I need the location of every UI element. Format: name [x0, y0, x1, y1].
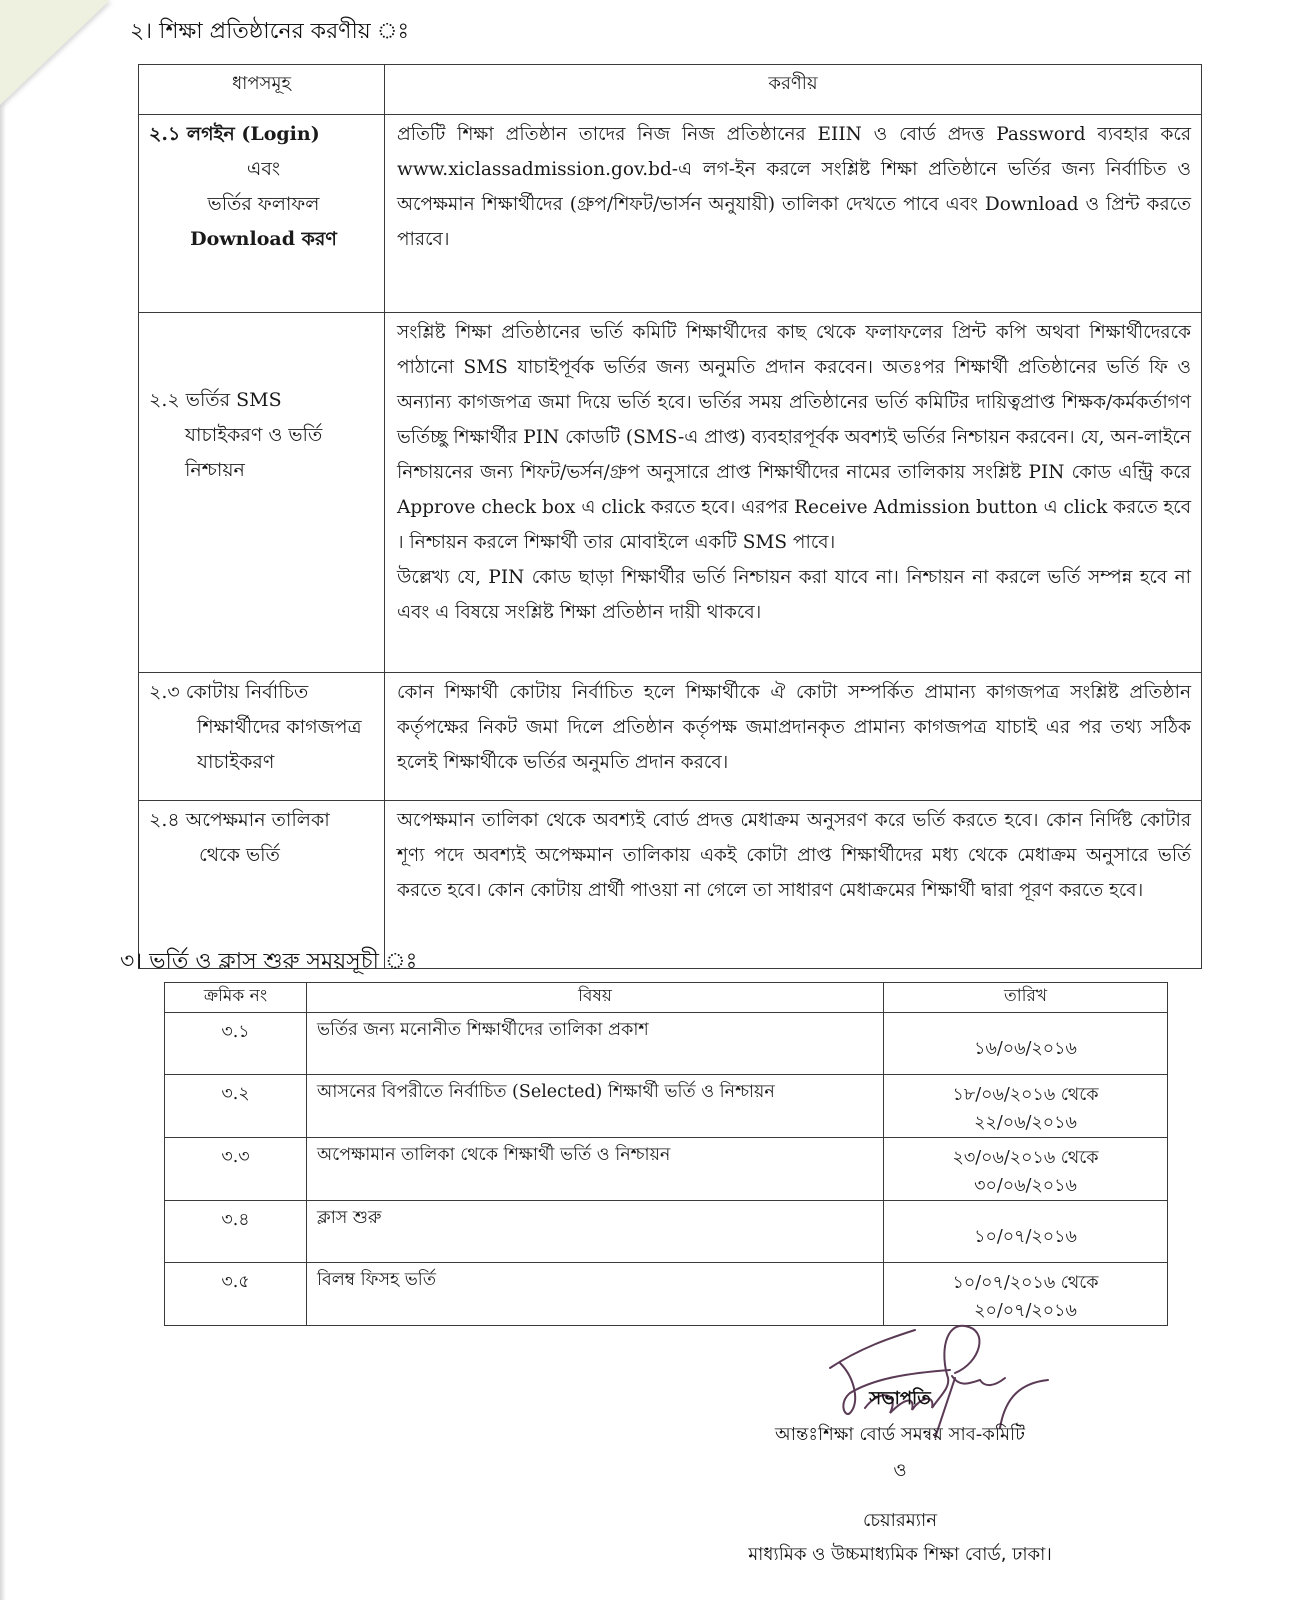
header-serial: ক্রমিক নং [165, 983, 307, 1013]
serial-cell: ৩.৫ [165, 1263, 307, 1326]
action-cell: প্রতিটি শিক্ষা প্রতিষ্ঠান তাদের নিজ নিজ প্রতিষ্ঠানের EIIN ও বোর্ড প্রদত্ত Password ব্যবহার করে www.xiclassadmission.gov.bd-এ লগ-ইন করলে সংশ্লিষ্ট শিক্ষা প্রতিষ্ঠানে ভর্তির জন্য নির্বাচিত ও অপেক্ষমান শিক্ষার্থীদের (গ্রুপ/শিফট/ভার্সন অনুযায়ী) তালিকা দেখতে পাবে এবং Download ও প্রিন্ট করতে পারবে। [385, 115, 1202, 313]
signatory-position: চেয়ারম্যান [863, 1510, 937, 1531]
date-line: ২০/০৭/২০১৬ [974, 1301, 1077, 1321]
serial-cell: ৩.১ [165, 1013, 307, 1075]
institution-tasks-table [138, 64, 1202, 969]
date-cell [884, 1201, 1168, 1263]
date-cell [884, 1263, 1168, 1326]
header-actions: করণীয় [385, 65, 1202, 115]
action-cell [385, 313, 1202, 673]
date-line: ১০/০৭/২০১৬ [974, 1227, 1077, 1247]
date-cell [884, 1138, 1168, 1201]
date-cell [884, 1013, 1168, 1075]
step-line: ভর্তির ফলাফল [207, 193, 320, 215]
date-cell [884, 1075, 1168, 1138]
signatory-conjunction: ও [893, 1460, 907, 1481]
table-row [165, 1201, 1168, 1263]
signatory-committee: আন্তঃশিক্ষা বোর্ড সমন্বয় সাব-কমিটি [775, 1424, 1025, 1445]
subject-cell: অপেক্ষামান তালিকা থেকে শিক্ষার্থী ভর্তি ও নিশ্চায়ন [307, 1138, 884, 1201]
step-title: ২.৪ অপেক্ষমান তালিকা [149, 809, 330, 831]
page-edge-shadow [0, 0, 6, 1600]
admission-schedule-table [164, 982, 1168, 1326]
step-line: যাচাইকরণ [197, 751, 275, 773]
action-cell: অপেক্ষমান তালিকা থেকে অবশ্যই বোর্ড প্রদত্ত মেধাক্রম অনুসরণ করে ভর্তি করতে হবে। কোন নির্দিষ্ট কোটার শূণ্য পদে অবশ্যই অপেক্ষমান তালিকায় একই কোটা প্রাপ্ত শিক্ষার্থীদের মধ্য থেকে মেধাক্রম অনুসারে ভর্তি করতে হবে। কোন কোটায় প্রার্থী পাওয়া না গেলে তা সাধারণ মেধাক্রমের শিক্ষার্থী দ্বারা পূরণ করতে হবে। [385, 801, 1202, 969]
subject-cell: ক্লাস শুরু [307, 1201, 884, 1263]
subject-cell: আসনের বিপরীতে নির্বাচিত (Selected) শিক্ষার্থী ভর্তি ও নিশ্চায়ন [307, 1075, 884, 1138]
table-row [165, 1013, 1168, 1075]
date-line: ১৮/০৬/২০১৬ থেকে [952, 1085, 1099, 1105]
action-paragraph: উল্লেখ্য যে, PIN কোড ছাড়া শিক্ষার্থীর ভর্তি নিশ্চায়ন করা যাবে না। নিশ্চায়ন না করলে ভর্তি সম্পন্ন হবে না এবং এ বিষয়ে সংশ্লিষ্ট শিক্ষা প্রতিষ্ঠান দায়ী থাকবে। [397, 567, 1191, 623]
step-line: থেকে ভর্তি [199, 844, 280, 866]
header-date: তারিখ [884, 983, 1168, 1013]
date-line: ১৬/০৬/২০১৬ [974, 1039, 1077, 1059]
serial-cell: ৩.২ [165, 1075, 307, 1138]
section-3-heading: ৩। ভর্তি ও ক্লাস শুরু সময়সূচী ঃ [120, 949, 418, 974]
step-cell [139, 115, 385, 313]
serial-cell: ৩.৩ [165, 1138, 307, 1201]
table-header-row [139, 65, 1202, 115]
date-line: ২৩/০৬/২০১৬ থেকে [952, 1148, 1099, 1168]
step-line: Download করণ [190, 228, 337, 250]
table-row [165, 1138, 1168, 1201]
action-cell: কোন শিক্ষার্থী কোটায় নির্বাচিত হলে শিক্ষার্থীকে ঐ কোটা সম্পর্কিত প্রামান্য কাগজপত্র সংশ্লিষ্ট প্রতিষ্ঠান কর্তৃপক্ষের নিকট জমা দিলে প্রতিষ্ঠান কর্তৃপক্ষ জমাপ্রদানকৃত প্রামান্য কাগজপত্র যাচাই এর পর তথ্য সঠিক হলেই শিক্ষার্থীকে ভর্তির অনুমতি প্রদান করবে। [385, 673, 1202, 801]
step-line: এবং [246, 158, 281, 180]
date-line: ২২/০৬/২০১৬ [974, 1113, 1077, 1133]
serial-cell: ৩.৪ [165, 1201, 307, 1263]
folded-page-corner [0, 0, 110, 105]
action-paragraph: সংশ্লিষ্ট শিক্ষা প্রতিষ্ঠানের ভর্তি কমিটি শিক্ষার্থীদের কাছ থেকে ফলাফলের প্রিন্ট কপি অথবা শিক্ষার্থীদেরকে পাঠানো SMS যাচাইপূর্বক ভর্তির জন্য অনুমতি প্রদান করবেন। অতঃপর শিক্ষার্থী প্রতিষ্ঠানের ভর্তি ফি ও অন্যান্য কাগজপত্র জমা দিয়ে ভর্তি হবে। ভর্তির সময় প্রতিষ্ঠানের ভর্তি কমিটির দায়িত্বপ্রাপ্ত শিক্ষক/কর্মকর্তাগণ ভর্তিচ্ছু শিক্ষার্থীর PIN কোডটি (SMS-এ প্রাপ্ত) ব্যবহারপূর্বক অবশ্যই ভর্তির নিশ্চায়ন করবেন। যে, অন-লাইনে নিশ্চায়নের জন্য শিফট/ভর্সন/গ্রুপ অনুসারে প্রাপ্ত শিক্ষার্থীদের নামের তালিকায় সংশ্লিষ্ট PIN কোড এন্ট্রি করে Approve check box এ click করতে হবে। এরপর Receive Admission button এ click করতে হবে । নিশ্চায়ন করলে শিক্ষার্থী তার মোবাইলে একটি SMS পাবে। [397, 322, 1191, 553]
step-line: যাচাইকরণ ও ভর্তি [185, 424, 323, 446]
step-line: নিশ্চায়ন [185, 459, 245, 481]
signatory-title: সভাপতি [869, 1388, 931, 1409]
table-header-row [165, 983, 1168, 1013]
section-2-heading: ২। শিক্ষা প্রতিষ্ঠানের করণীয় ঃ [130, 19, 410, 44]
date-line: ৩০/০৬/২০১৬ [974, 1176, 1077, 1196]
table-row [139, 115, 1202, 313]
step-title: ২.১ লগইন (Login) [149, 123, 320, 145]
step-title: ২.৩ কোটায় নির্বাচিত [149, 681, 309, 703]
step-title: ২.২ ভর্তির SMS [149, 389, 282, 411]
step-line: শিক্ষার্থীদের কাগজপত্র [197, 716, 362, 738]
table-row [165, 1075, 1168, 1138]
step-cell [139, 313, 385, 673]
date-line: ১০/০৭/২০১৬ থেকে [952, 1273, 1099, 1293]
signatory-board: মাধ্যমিক ও উচ্চমাধ্যমিক শিক্ষা বোর্ড, ঢাকা। [748, 1544, 1052, 1565]
table-row [139, 673, 1202, 801]
subject-cell: ভর্তির জন্য মনোনীত শিক্ষার্থীদের তালিকা প্রকাশ [307, 1013, 884, 1075]
table-row [139, 313, 1202, 673]
step-cell [139, 673, 385, 801]
subject-cell: বিলম্ব ফিসহ ভর্তি [307, 1263, 884, 1326]
header-steps: ধাপসমূহ [139, 65, 385, 115]
table-row [165, 1263, 1168, 1326]
header-subject: বিষয় [307, 983, 884, 1013]
